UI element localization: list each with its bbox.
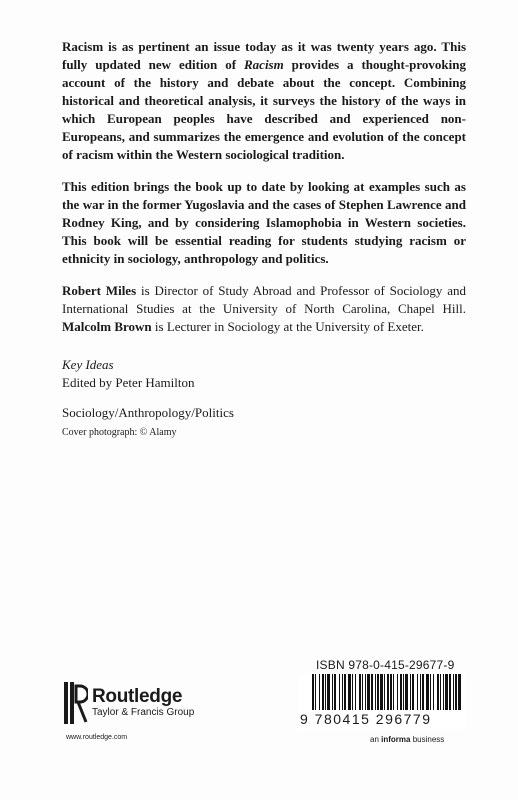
isbn-label: ISBN 978-0-415-29677-9 bbox=[316, 658, 455, 672]
back-cover-text bbox=[62, 38, 466, 440]
informa-brand: informa bbox=[381, 735, 411, 744]
blurb-text: Racism is as pertinent an issue today as it was twenty years ago. This fully updated new edition of bbox=[62, 39, 466, 72]
author-bio bbox=[62, 282, 466, 336]
blurb-text: provides a thought-provoking account of the history and debate about the concept. Combining historical and theoretical analysis, it surveys the history of the ways in which European peoples have described and experienced non-Europeans, and summarizes the emergence and evolution of the concept of racism within the Western sociological tradition. bbox=[62, 57, 466, 162]
series-name: Key Ideas bbox=[62, 357, 114, 372]
barcode-icon bbox=[298, 674, 466, 714]
informa-business: an informa business bbox=[370, 735, 445, 744]
blurb-paragraph-2: This edition brings the book up to date by looking at examples such as the war in the former Yugoslavia and the cases of Stephen Lawrence and Rodney King, and by considering Islamophobia in Western societies. This book will be essential reading for students studying racism or ethnicity in sociology, anthropology and politics. bbox=[62, 179, 466, 266]
series-editor: Edited by Peter Hamilton bbox=[62, 375, 195, 390]
publisher-logo bbox=[62, 680, 194, 726]
series-info bbox=[62, 356, 466, 392]
author-bio-text: is Lecturer in Sociology at the University of Exeter. bbox=[151, 319, 424, 334]
book-title: Racism bbox=[244, 57, 284, 72]
publisher-name: Routledge bbox=[92, 686, 183, 707]
routledge-r-icon bbox=[62, 680, 88, 726]
author-bio-text: is Director of Study Abroad and Professor of Sociology and International Studies at the University of North Carolina, Chapel Hill. bbox=[62, 283, 466, 316]
cover-credit: Cover photograph: © Alamy bbox=[62, 427, 177, 438]
publisher-group: Taylor & Francis Group bbox=[92, 707, 195, 718]
blurb bbox=[62, 38, 466, 268]
author-name: Malcolm Brown bbox=[62, 319, 152, 334]
blurb-paragraph-1 bbox=[62, 38, 466, 164]
barcode-digits: 9 780415 296779 bbox=[300, 711, 432, 727]
author-name: Robert Miles bbox=[62, 283, 137, 298]
subject-category: Sociology/Anthropology/Politics bbox=[62, 405, 234, 420]
publisher-url: www.routledge.com bbox=[66, 734, 128, 741]
